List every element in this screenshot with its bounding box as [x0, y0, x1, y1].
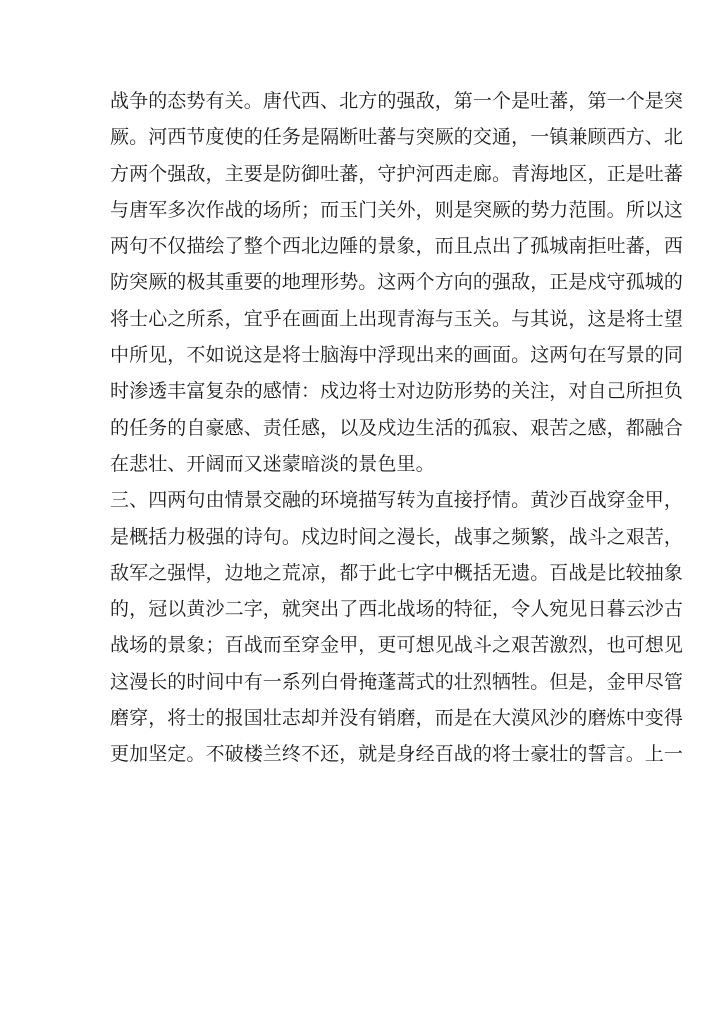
text-line: 磨穿，将士的报国壮志却并没有销磨，而是在大漠风沙的磨炼中变得: [110, 707, 684, 730]
text-line: 三、四两句由情景交融的环境描写转为直接抒情。黄沙百战穿金甲，: [110, 489, 684, 512]
text-line: 战场的景象；百战而至穿金甲，更可想见战斗之艰苦激烈，也可想见: [110, 634, 684, 657]
body-text: [110, 83, 684, 773]
text-line: 这漫长的时间中有一系列白骨掩蓬蒿式的壮烈牺牲。但是，金甲尽管: [110, 670, 684, 693]
text-line: 是概括力极强的诗句。戍边时间之漫长，战事之频繁，战斗之艰苦，: [110, 525, 684, 548]
text-line: 的，冠以黄沙二字，就突出了西北战场的特征，令人宛见日暮云沙古: [110, 598, 684, 621]
text-line: 时渗透丰富复杂的感情：戍边将士对边防形势的关注，对自己所担负: [110, 380, 684, 403]
text-line: 将士心之所系，宜乎在画面上出现青海与玉关。与其说，这是将士望: [110, 307, 684, 330]
text-line: 战争的态势有关。唐代西、北方的强敌，第一个是吐蕃，第一个是突: [110, 90, 684, 112]
text-line: 中所见，不如说这是将士脑海中浮现出来的画面。这两句在写景的同: [110, 344, 684, 367]
text-line: 与唐军多次作战的场所；而玉门关外，则是突厥的势力范围。所以这: [110, 198, 684, 221]
text-line: 敌军之强悍，边地之荒凉，都于此七字中概括无遗。百战是比较抽象: [110, 561, 684, 584]
text-line: 方两个强敌，主要是防御吐蕃，守护河西走廊。青海地区，正是吐蕃: [110, 162, 684, 185]
text-line: 厥。河西节度使的任务是隔断吐蕃与突厥的交通，一镇兼顾西方、北: [110, 126, 684, 149]
text-line: 更加坚定。不破楼兰终不还，就是身经百战的将士豪壮的誓言。上一: [110, 743, 684, 766]
text-line: 的任务的自豪感、责任感，以及戍边生活的孤寂、艰苦之感，都融合: [110, 416, 684, 439]
text-line: 两句不仅描绘了整个西北边陲的景象，而且点出了孤城南拒吐蕃，西: [110, 235, 684, 258]
text-line: 在悲壮、开阔而又迷蒙暗淡的景色里。: [110, 452, 435, 475]
text-line: 防突厥的极其重要的地理形势。这两个方向的强敌，正是戍守孤城的: [110, 271, 684, 294]
